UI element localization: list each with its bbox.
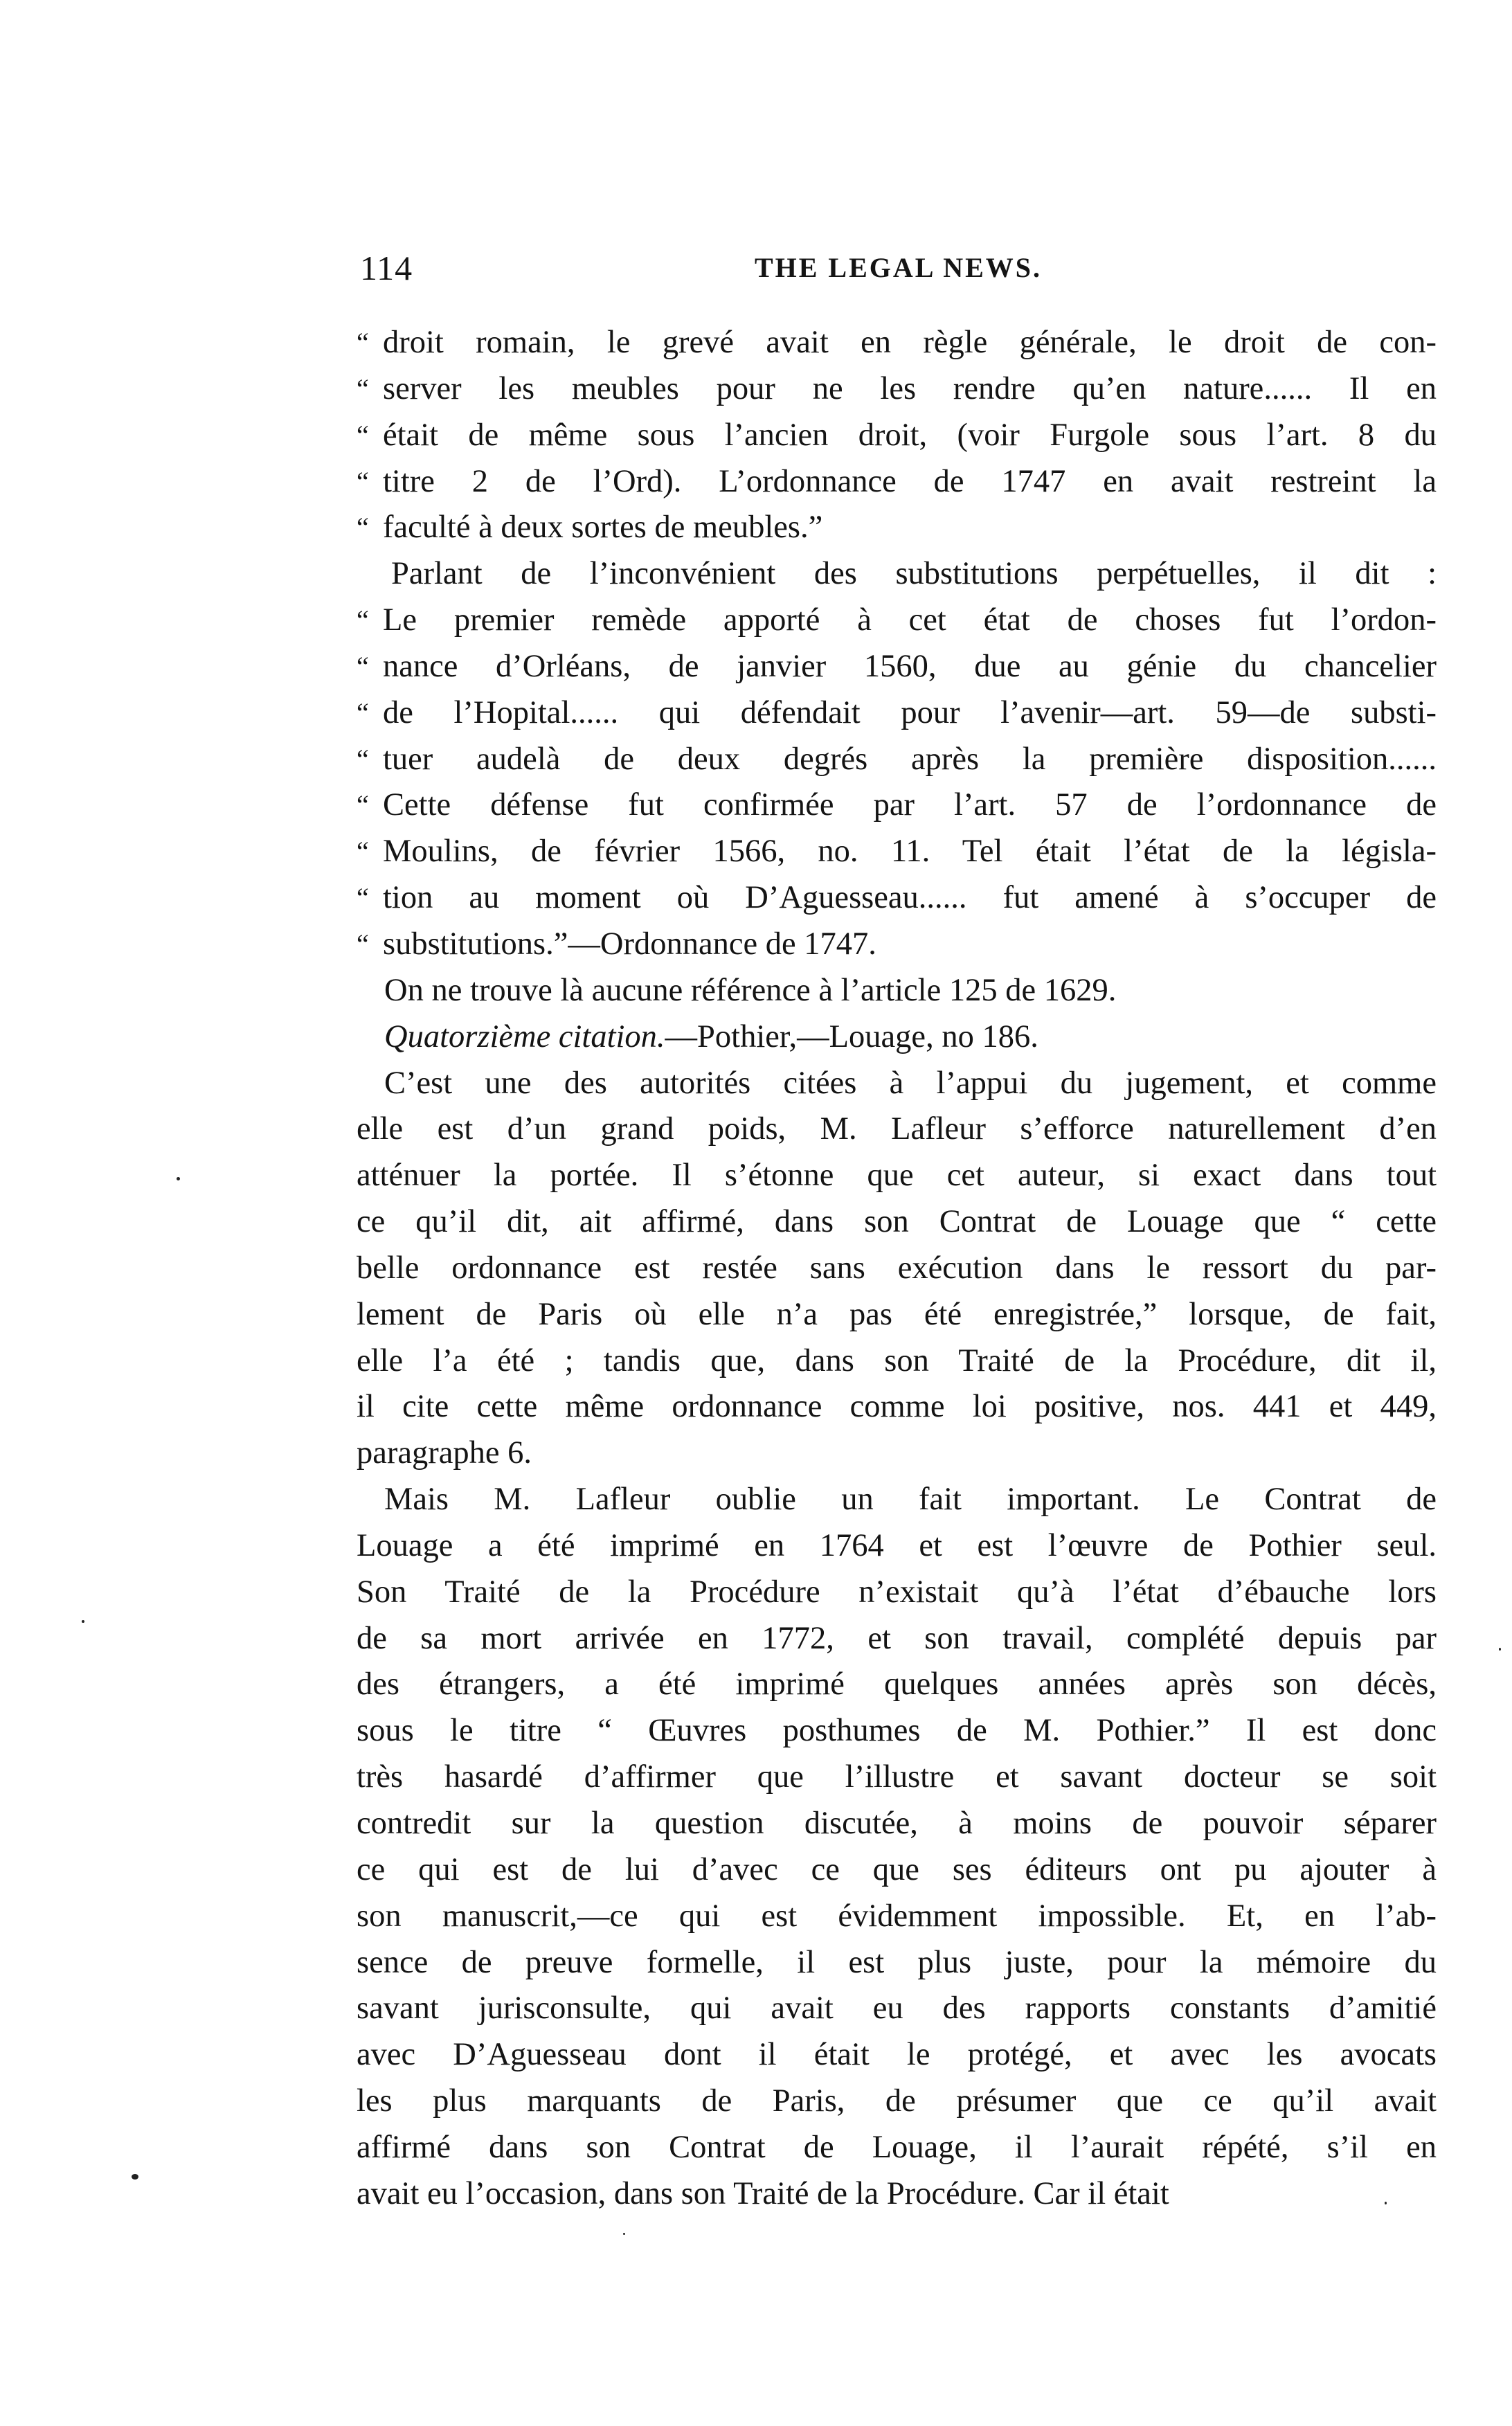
line-text: elle l’a été ; tandis que, dans son Traité de la Procédure, dit il, <box>357 1342 1437 1378</box>
text-line <box>357 737 1437 783</box>
text-line <box>357 922 1437 968</box>
citation-label: Quatorzième citation. <box>384 1018 665 1054</box>
line-text: très hasardé d’affirmer que l’illustre et savant docteur se soit <box>357 1759 1437 1795</box>
line-text: était de même sous l’ancien droit, (voir Furgole sous l’art. 8 du <box>383 417 1437 453</box>
line-text: ce qui est de lui d’avec ce que ses éditeurs ont pu ajouter à <box>357 1851 1437 1887</box>
continuation-quote-mark: “ <box>357 604 369 636</box>
line-text: titre 2 de l’Ord). L’ordonnance de 1747 en avait restreint la <box>383 463 1437 499</box>
line-text: les plus marquants de Paris, de présumer que ce qu’il avait <box>357 2083 1437 2119</box>
text-line <box>357 1570 1437 1616</box>
continuation-quote-mark: “ <box>357 882 369 914</box>
line-text: droit romain, le grevé avait en règle générale, le droit de con- <box>383 325 1437 360</box>
text-line <box>357 2171 1437 2218</box>
text-line <box>357 1014 1437 1061</box>
line-text: paragraphe 6. <box>357 1435 532 1471</box>
line-text: Cette défense fut confirmée par l’art. 57 de l’ordonnance de <box>383 787 1437 823</box>
line-text: faculté à deux sortes de meubles.” <box>383 510 823 546</box>
line-text: Le premier remède apporté à cet état de choses fut l’ordon- <box>383 602 1437 638</box>
line-text: son manuscrit,—ce qui est évidemment impossible. Et, en l’ab- <box>357 1898 1437 1934</box>
text-line <box>357 1430 1437 1477</box>
text-line <box>357 968 1437 1014</box>
continuation-quote-mark: “ <box>357 327 369 358</box>
line-text: Mais M. Lafleur oublie un fait important. Le Contrat de <box>384 1482 1437 1518</box>
line-text: Son Traité de la Procédure n’existait qu’à l’état d’ébauche lors <box>357 1574 1437 1610</box>
scan-speck <box>132 2174 138 2180</box>
scan-speck <box>1385 2202 1387 2204</box>
line-text: avait eu l’occasion, dans son Traité de la Procédure. Car il était <box>357 2175 1169 2211</box>
continuation-quote-mark: “ <box>357 419 369 451</box>
continuation-quote-mark: “ <box>357 512 369 543</box>
line-text: C’est une des autorités citées à l’appui du jugement, et comme <box>384 1065 1437 1101</box>
scan-speck <box>1499 1648 1501 1651</box>
line-text: elle est d’un grand poids, M. Lafleur s’efforce naturellement d’en <box>357 1111 1437 1147</box>
line-text: de sa mort arrivée en 1772, et son travail, complété depuis par <box>357 1620 1437 1656</box>
running-title: THE LEGAL NEWS. <box>754 252 1043 283</box>
text-line <box>357 1986 1437 2032</box>
line-text: des étrangers, a été imprimé quelques années après son décès, <box>357 1666 1437 1702</box>
scan-speck <box>623 2233 625 2235</box>
line-text: tuer audelà de deux degrés après la première disposition...... <box>383 741 1437 777</box>
text-line <box>357 1384 1437 1430</box>
line-text: nance d’Orléans, de janvier 1560, due au génie du chancelier <box>383 648 1437 684</box>
line-text: contredit sur la question discutée, à moins de pouvoir séparer <box>357 1806 1437 1841</box>
continuation-quote-mark: “ <box>357 836 369 868</box>
line-text: Moulins, de février 1566, no. 11. Tel était l’état de la législa- <box>383 834 1437 870</box>
continuation-quote-mark: “ <box>357 465 369 497</box>
text-line <box>357 320 1437 366</box>
text-line <box>357 413 1437 459</box>
line-text: il cite cette même ordonnance comme loi positive, nos. 441 et 449, <box>357 1389 1437 1425</box>
line-text: savant jurisconsulte, qui avait eu des rapports constants d’amitié <box>357 1991 1437 2027</box>
text-line <box>357 1847 1437 1894</box>
line-text: substitutions.”—Ordonnance de 1747. <box>383 926 876 962</box>
text-line <box>357 1801 1437 1847</box>
line-text: de l’Hopital...... qui défendait pour l’avenir—art. 59—de substi- <box>383 694 1437 730</box>
text-line <box>357 1246 1437 1292</box>
line-text: Parlant de l’inconvénient des substitutions perpétuelles, il dit : <box>391 556 1437 592</box>
text-line <box>357 366 1437 413</box>
text-line <box>357 782 1437 829</box>
page-header <box>360 244 1437 292</box>
continuation-quote-mark: “ <box>357 789 369 821</box>
text-line <box>357 2125 1437 2171</box>
text-line <box>357 875 1437 922</box>
line-text: affirmé dans son Contrat de Louage, il l’aurait répété, s’il en <box>357 2129 1437 2165</box>
line-text: belle ordonnance est restée sans exécution dans le ressort du par- <box>357 1250 1437 1286</box>
text-line <box>357 1199 1437 1246</box>
continuation-quote-mark: “ <box>357 372 369 404</box>
line-text: Louage a été imprimé en 1764 et est l’œuvre de Pothier seul. <box>357 1527 1437 1563</box>
text-line <box>357 1477 1437 1523</box>
text-line <box>357 1708 1437 1754</box>
text-line <box>357 1061 1437 1107</box>
text-line <box>357 1153 1437 1199</box>
scan-speck <box>82 1620 84 1623</box>
text-line <box>357 1292 1437 1338</box>
line-text: ce qu’il dit, ait affirmé, dans son Contrat de Louage que “ cette <box>357 1204 1437 1240</box>
continuation-quote-mark: “ <box>357 697 369 728</box>
text-line <box>357 1338 1437 1385</box>
line-text: lement de Paris où elle n’a pas été enregistrée,” lorsque, de fait, <box>357 1296 1437 1332</box>
scan-speck <box>177 1177 180 1180</box>
line-text: sence de preuve formelle, il est plus juste, pour la mémoire du <box>357 1944 1437 1980</box>
line-text: tion au moment où D’Aguesseau...... fut amené à s’occuper de <box>383 880 1437 916</box>
text-line <box>357 644 1437 690</box>
continuation-quote-mark: “ <box>357 928 369 960</box>
text-line <box>357 1894 1437 1940</box>
text-line <box>357 551 1437 597</box>
line-text: atténuer la portée. Il s’étonne que cet auteur, si exact dans tout <box>357 1158 1437 1194</box>
page-number: 114 <box>360 249 413 287</box>
text-line <box>357 459 1437 505</box>
text-line <box>357 690 1437 737</box>
line-text: On ne trouve là aucune référence à l’article 125 de 1629. <box>384 972 1117 1008</box>
text-line <box>357 1754 1437 1801</box>
text-line <box>357 1940 1437 1986</box>
continuation-quote-mark: “ <box>357 650 369 682</box>
line-text: server les meubles pour ne les rendre qu’en nature...... Il en <box>383 370 1437 406</box>
line-text: —Pothier,—Louage, no 186. <box>665 1018 1038 1054</box>
line-text: avec D’Aguesseau dont il était le protégé, et avec les avocats <box>357 2037 1437 2073</box>
text-line <box>357 2032 1437 2078</box>
text-line <box>357 1523 1437 1570</box>
text-line <box>357 2078 1437 2125</box>
body-text <box>357 320 1437 2218</box>
text-line <box>357 597 1437 644</box>
line-text: sous le titre “ Œuvres posthumes de M. Pothier.” Il est donc <box>357 1713 1437 1749</box>
text-line <box>357 1616 1437 1662</box>
text-line <box>357 1106 1437 1153</box>
text-line <box>357 1662 1437 1708</box>
continuation-quote-mark: “ <box>357 743 369 775</box>
text-line <box>357 829 1437 875</box>
text-line <box>357 505 1437 551</box>
